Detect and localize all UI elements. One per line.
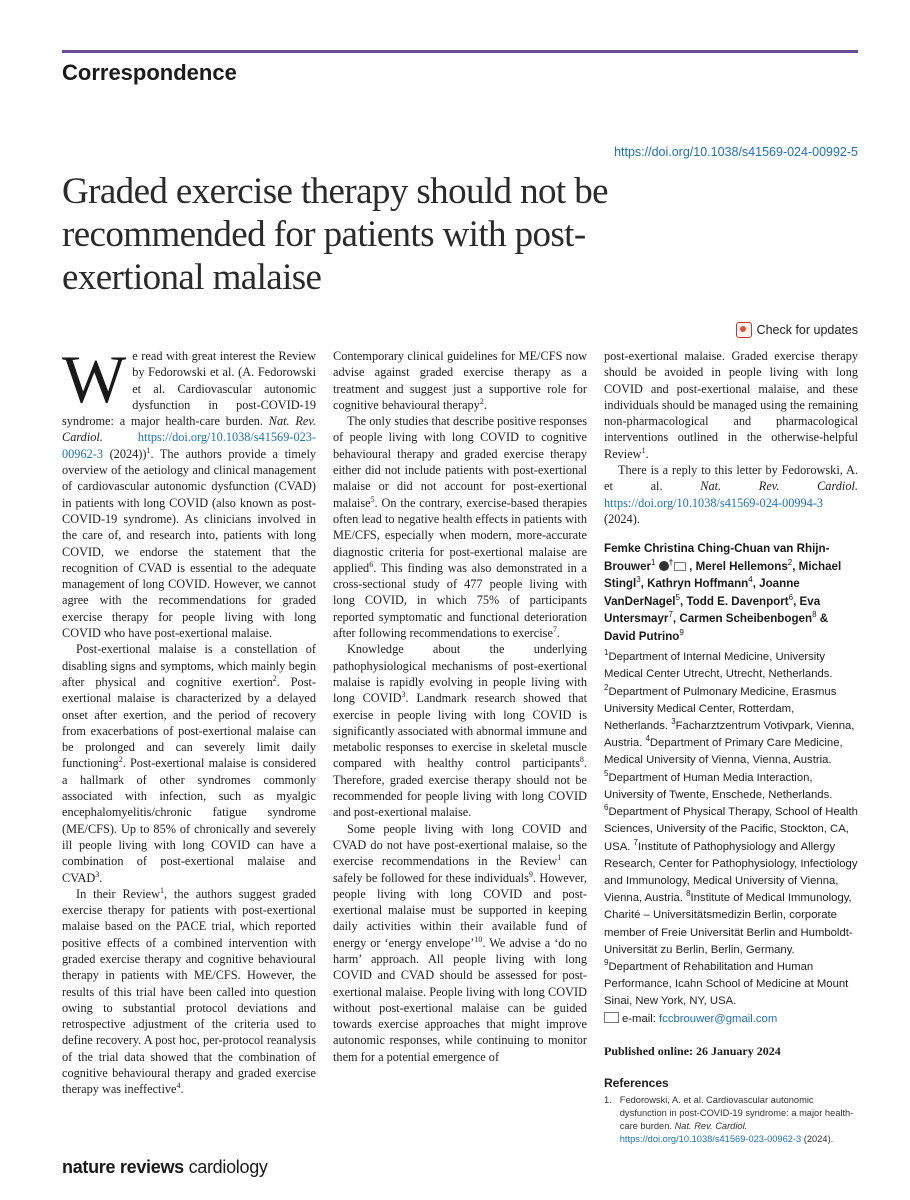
citation[interactable]: 2: [479, 396, 484, 406]
author-affiliation-number: 2: [787, 557, 793, 567]
text: . However, people living with long COVID and post-exertional malaise must be supported in keeping daily activities within their available fund of energy or ‘energy envelope’: [333, 870, 587, 950]
paragraph: [604, 348, 858, 462]
text: Some people living with long COVID and CVAD do not have post-exertional malaise, so the exercise recommendations in the Review: [333, 821, 587, 869]
affiliation-text: Institute of Pathophysiology and Allergy Research, Center for Pathophysiology, Infectiology and Immunology, Medical University of Vienna, Vienna, Austria.: [604, 840, 858, 905]
text: . Therefore, graded exercise therapy should not be recommended for people living with long COVID and post-exertional malaise.: [333, 756, 587, 820]
brand-bold: nature reviews: [62, 1157, 184, 1177]
citation[interactable]: 3: [401, 690, 406, 700]
article-doi-link[interactable]: https://doi.org/10.1038/s41569-024-00992-5: [614, 145, 858, 159]
text: .: [483, 397, 487, 412]
author-name[interactable]: Eva Untersmayr: [604, 594, 821, 626]
affiliation-number: 1: [604, 648, 609, 658]
check-for-updates-button[interactable]: [736, 322, 858, 338]
author-mark: †: [668, 557, 674, 567]
author-name[interactable]: Joanne VanDerNagel: [604, 577, 800, 608]
author-affiliation-number: 9: [679, 627, 684, 637]
author-list: Femke Christina Ching-Chuan van Rhijn-Brouwer$^1$ † , Merel Hellemons$^2$, Michael Stingl$^3$, Kathryn Hoffmann$^4$, Joanne VanDerNagel$^5$, Todd E. Davenport$^6$, Eva Untersmayr$^7$, Carmen Scheibenbogen$^8$ & David Putrino$^9$: [604, 542, 842, 643]
affiliation-number: 9: [604, 958, 609, 968]
affiliation-number: 5: [604, 768, 609, 778]
affiliation-text: Department of Rehabilitation and Human Performance, Icahn School of Medicine at Mount Sinai, New York, NY, USA.: [604, 960, 849, 1008]
affiliation-text: Department of Primary Care Medicine, Medical University of Vienna, Vienna, Austria.: [604, 737, 843, 767]
citation[interactable]: 1: [160, 885, 165, 895]
check-for-updates-label: Check for updates: [756, 323, 858, 337]
column-3: [604, 348, 858, 1146]
text: , the authors suggest graded exercise therapy for patients with post-exertional malaise based on the PACE trial, which reported positive effects of a combined intervention with graded exercise therapy and cognitive behavioural therapy in patients with ME/CFS. However, the results of this trial have been called into question owing to substantial protocol deviations and retrospective adjustment of the criteria used to define recovery. A post hoc, per-protocol reanalysis of the trial data showed that the combination of cognitive behavioural therapy and graded exercise therapy was ineffective: [62, 886, 316, 1097]
journal-brand: [62, 1157, 268, 1178]
affiliation-number: 7: [633, 837, 638, 847]
text: Knowledge about the underlying pathophysiological mechanisms of post-exertional malaise is rapidly evolving in people living with long COVID: [333, 642, 587, 706]
text: .: [99, 870, 103, 885]
paragraph: [333, 348, 587, 413]
reference-item: [604, 1094, 858, 1146]
paragraph: [333, 821, 587, 1065]
text: (2024)): [103, 446, 147, 461]
published-date: Published online: 26 January 2024: [604, 1043, 781, 1058]
journal-name: Nat. Rev. Cardiol.: [700, 479, 858, 494]
header-accent-bar: [62, 50, 858, 53]
contact-email: [604, 1011, 858, 1028]
citation[interactable]: 10: [474, 934, 483, 944]
text: . Landmark research showed that exercise in people living with long COVID is significantly associated with abnormal immune and metabolic responses to exercise in skeletal muscle compared with healthy control participants: [333, 691, 587, 771]
column-1: [62, 341, 317, 1098]
reply-doi-link[interactable]: https://doi.org/10.1038/s41569-024-00994-3: [604, 495, 824, 510]
drop-cap: W: [62, 341, 127, 417]
author-affiliation-number: 8: [812, 610, 817, 620]
author-name[interactable]: Michael Stingl: [604, 559, 842, 591]
citation[interactable]: 9: [528, 869, 533, 879]
affiliation-text: Department of Human Media Interaction, University of Twente, Enschede, Netherlands.: [604, 771, 833, 801]
author-name[interactable]: Carmen Scheibenbogen: [679, 612, 813, 626]
article-title: Graded exercise therapy should not be recommended for patients with post-exertional malaise: [62, 171, 608, 298]
text: Post-exertional malaise is a constellation of disabling signs and symptoms, which mainly begin after physical and cognitive exertion: [62, 642, 316, 689]
text: e read with great interest the Review by Fedorowski et al. (A. Fedorowski et al. Cardiovascular autonomic dysfunction in post-COVID-19 syndrome: a major health-care burden.: [62, 349, 316, 429]
citation[interactable]: 6: [369, 559, 374, 569]
column-2: [333, 348, 587, 1065]
affiliations: [604, 649, 858, 1010]
email-link[interactable]: fccbrouwer@gmail.com: [659, 1012, 778, 1025]
affiliation-text: Department of Physical Therapy, School of Health Sciences, University of the Pacific, Stockton, CA, USA.: [604, 806, 858, 853]
citation[interactable]: 4: [176, 1081, 181, 1091]
paragraph: [62, 341, 317, 641]
text: In their Review: [76, 886, 161, 901]
affiliation-text: Facharztzentrum Votivpark, Vienna, Austria.: [604, 720, 855, 750]
text: (2024).: [604, 511, 640, 526]
author-affiliation-number: 6: [788, 592, 794, 602]
citation[interactable]: 2: [272, 673, 277, 683]
reference-number: 1.: [604, 1095, 612, 1106]
text: There is a reply to this letter by Fedorowski, A. et al.: [604, 463, 858, 494]
citation[interactable]: 7: [552, 624, 557, 634]
orcid-icon[interactable]: [659, 561, 669, 571]
text: can safely be followed for these individuals: [333, 854, 587, 885]
text: post-exertional malaise. Graded exercise therapy should be avoided in people living with long COVID and post-exertional malaise, and these individuals should be managed using the remaining non-pharmacological and pharmacological interventions outlined in the otherwise-helpful Review: [604, 349, 858, 461]
author-affiliation-number: 5: [675, 592, 680, 602]
citation[interactable]: 1: [146, 445, 151, 455]
text: . We advise a ‘do no harm’ approach. All people living with long COVID and CVAD should be assessed for post-exertional malaise. People living with long COVID without post-exertional malaise can be guided towards exercise approaches that might improve autonomic responses, while continuing to monitor them for a potential emergence of: [333, 935, 587, 1064]
affiliation-text: Department of Pulmonary Medicine, Erasmus University Medical Center, Rotterdam, Netherlands.: [604, 685, 837, 733]
citation[interactable]: 3: [95, 869, 100, 879]
author-affiliation-number: 7: [668, 610, 673, 620]
affiliation-number: 3: [671, 717, 676, 727]
author-affiliation-number: 4: [748, 575, 753, 585]
paragraph: [333, 413, 587, 641]
affiliation-number: 2: [604, 682, 609, 692]
citation[interactable]: 1: [557, 853, 562, 863]
affiliation-number: 8: [686, 889, 691, 899]
affiliation-text: Institute of Medical Immunology, Charité – Universitätsmedizin Berlin, corporate member of Freie Universität Berlin and Humboldt-Universität zu Berlin, Berlin, Germany.: [604, 892, 853, 956]
crossmark-icon: [736, 322, 752, 338]
author-affiliation-number: 3: [636, 575, 641, 585]
text: . Post-exertional malaise is characterized by a delayed onset after exertion, and the period of recovery from exacerbations of post-exertional malaise can be prolonged and can severely limit daily functioning: [62, 674, 316, 771]
reference-text: [620, 1094, 858, 1146]
affiliation-text: Department of Internal Medicine, University Medical Center Utrecht, Utrecht, Netherlands.: [604, 651, 833, 681]
text: . The authors provide a timely overview of the aetiology and clinical management of cardiovascular autonomic dysfunction (CVAD) in patients with long COVID (also known as post-COVID-19 syndrome). As clinicians involved in the care of, and research into, patients with long COVID, we endorse the statement that the recognition of CVAD is essential to the adequate management of long COVID. However, we cannot agree with the recommendations for graded exercise therapy for people living with long COVID who have post-exertional malaise.: [62, 446, 317, 641]
references-heading: References: [604, 1076, 669, 1091]
email-label: e-mail:: [622, 1012, 660, 1025]
envelope-icon: [604, 1012, 619, 1023]
text: Contemporary clinical guidelines for ME/CFS now advise against graded exercise therapy as a treatment and suggest just a supportive role for cognitive behavioural therapy: [333, 349, 587, 412]
envelope-icon[interactable]: [674, 562, 686, 571]
affiliation-number: 4: [645, 734, 650, 744]
affiliation-number: 6: [604, 803, 609, 813]
brand-light: cardiology: [188, 1157, 268, 1177]
text: .: [645, 446, 649, 461]
citation[interactable]: 2: [118, 755, 123, 765]
citation[interactable]: 5: [370, 494, 375, 504]
text: Fedorowski, A. et al. Cardiovascular autonomic dysfunction in post-COVID-19 syndrome: a major health-care burden.: [619, 1095, 854, 1132]
author-affiliation-number: 1: [651, 557, 656, 567]
text: .: [180, 1082, 184, 1097]
text: . On the contrary, exercise-based therapies often lead to negative health effects in patients with ME/CFS, especially when modern, more-accurate diagnostic criteria for post-exertional malaise are applied: [333, 495, 587, 575]
text: .: [556, 626, 560, 641]
paragraph: [333, 641, 587, 820]
text: . This finding was also demonstrated in a cross-sectional study of 477 people living with long COVID, in which 75% of participants reported symptomatic and functional deterioration after following recommendations to exercise: [333, 560, 587, 641]
doi-link[interactable]: https://doi.org/10.1038/s41569-023-00962-3: [62, 430, 316, 461]
author-name[interactable]: David Putrino: [604, 629, 680, 643]
paragraph: [62, 886, 316, 1098]
text: (2024).: [801, 1134, 834, 1145]
reply-note: [604, 462, 858, 527]
author-name[interactable]: Todd E. Davenport: [686, 594, 789, 608]
text: The only studies that describe positive responses of people living with long COVID to cognitive behavioural therapy and graded exercise therapy either did not include patients with post-exertional malaise or did not account for post-exertional malaise: [333, 414, 587, 510]
journal-name: Nat. Rev. Cardiol.: [674, 1121, 748, 1132]
journal-name: Nat. Rev. Cardiol.: [62, 414, 316, 445]
paragraph: [62, 641, 316, 885]
section-label: Correspondence: [62, 60, 237, 85]
citation[interactable]: 8: [579, 755, 584, 765]
author-name[interactable]: Kathryn Hoffmann: [647, 577, 749, 591]
text: . Post-exertional malaise is considered a hallmark of other syndromes commonly associated with infection, such as myalgic encephalomyelitis/chronic fatigue syndrome (ME/CFS). Up to 85% of chronically and severely ill people living with long COVID can have a combination of post-exertional malaise and CVAD: [62, 756, 316, 885]
reference-doi-link[interactable]: https://doi.org/10.1038/s41569-023-00962-3: [619, 1134, 802, 1145]
author-name[interactable]: Femke Christina Ching-Chuan van Rhijn-Brouwer: [604, 542, 830, 573]
author-name[interactable]: Merel Hellemons: [695, 559, 788, 573]
citation[interactable]: 1: [641, 445, 646, 455]
